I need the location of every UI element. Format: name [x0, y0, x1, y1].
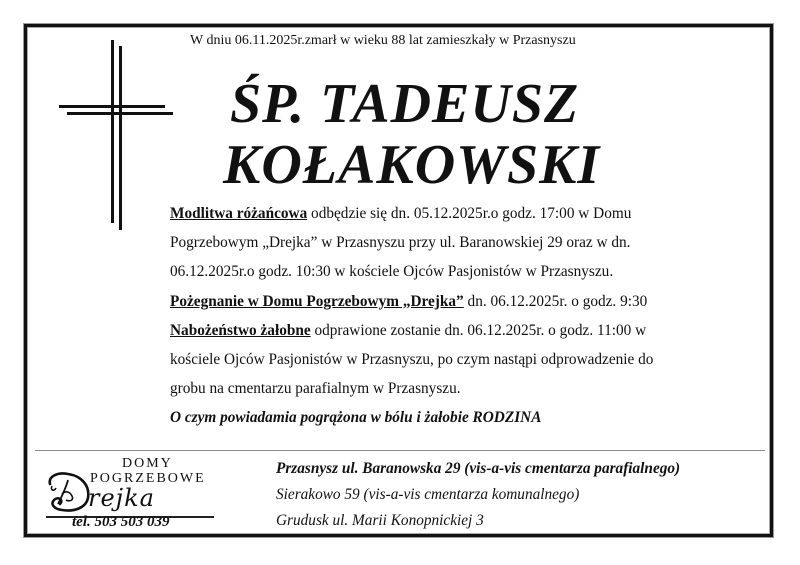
address-sierakowo: Sierakowo 59 (vis-a-vis cmentarza komunalnego) [276, 486, 580, 503]
phone-number: tel. 503 503 039 [72, 514, 170, 530]
logo-brand [88, 484, 155, 512]
cross-horizontal-bar-2 [67, 112, 173, 115]
cross-vertical-bar-1 [111, 40, 114, 223]
rosary-line1 [170, 199, 750, 228]
funeral-home-addresses [276, 456, 680, 534]
logo-brand-text: rejka [88, 484, 155, 512]
farewell-text: dn. 06.12.2025r. o godz. 9:30 [463, 292, 648, 310]
funeral-details [170, 199, 750, 433]
rosary-label: Modlitwa różańcowa [170, 205, 308, 222]
deceased-name-line2: KOŁAKOWSKI [223, 134, 601, 196]
mass-line3: grobu na cmentarzu parafialnym w Przasnyszu. [170, 380, 461, 398]
logo-line-domy: DOMY [122, 456, 173, 471]
rosary-line3: 06.12.2025r.o godz. 10:30 w kościele Ojców Pasjonistów w Przasnyszu. [170, 263, 614, 281]
address-grudusk: Grudusk ul. Marii Konopnickiej 3 [276, 512, 484, 529]
farewell-line [170, 287, 750, 316]
mass-line2: kościele Ojców Pasjonistów w Przasnyszu, po czym nastąpi odprowadzenie do [170, 350, 654, 368]
cross-icon [58, 40, 173, 230]
family-closing: O czym powiadamia pogrążona w bólu i żałobie RODZINA [170, 409, 542, 427]
address-przasnysz: Przasnysz ul. Baranowska 29 (vis-a-vis cmentarza parafialnego) [276, 460, 681, 477]
logo-line-pogrzebowe: POGRZEBOWE [90, 471, 206, 486]
cross-vertical-bar-2 [119, 46, 122, 230]
farewell-label: Pożegnanie w Domu Pogrzebowym „Drejka” [170, 292, 464, 310]
death-announcement-text: W dniu 06.11.2025r.zmarł w wieku 88 lat zamieszkały w Przasnyszu [190, 33, 576, 48]
cross-horizontal-bar-1 [59, 105, 165, 108]
logo-monogram-icon [44, 466, 94, 516]
mass-label: Nabożeństwo żałobne [170, 321, 311, 339]
mass-text: odprawione zostanie dn. 06.12.2025r. o godz. 11:00 w [310, 321, 647, 339]
mass-line1 [170, 316, 750, 345]
deceased-name-line1: ŚP. TADEUSZ [230, 73, 580, 135]
rosary-line2: Pogrzebowym „Drejka” w Przasnyszu przy ul. Baranowskiej 29 oraz w dn. [170, 234, 631, 252]
rosary-text: odbędzie się dn. 05.12.2025r.o godz. 17:00 w Domu [307, 205, 632, 222]
footer-divider [35, 450, 765, 451]
